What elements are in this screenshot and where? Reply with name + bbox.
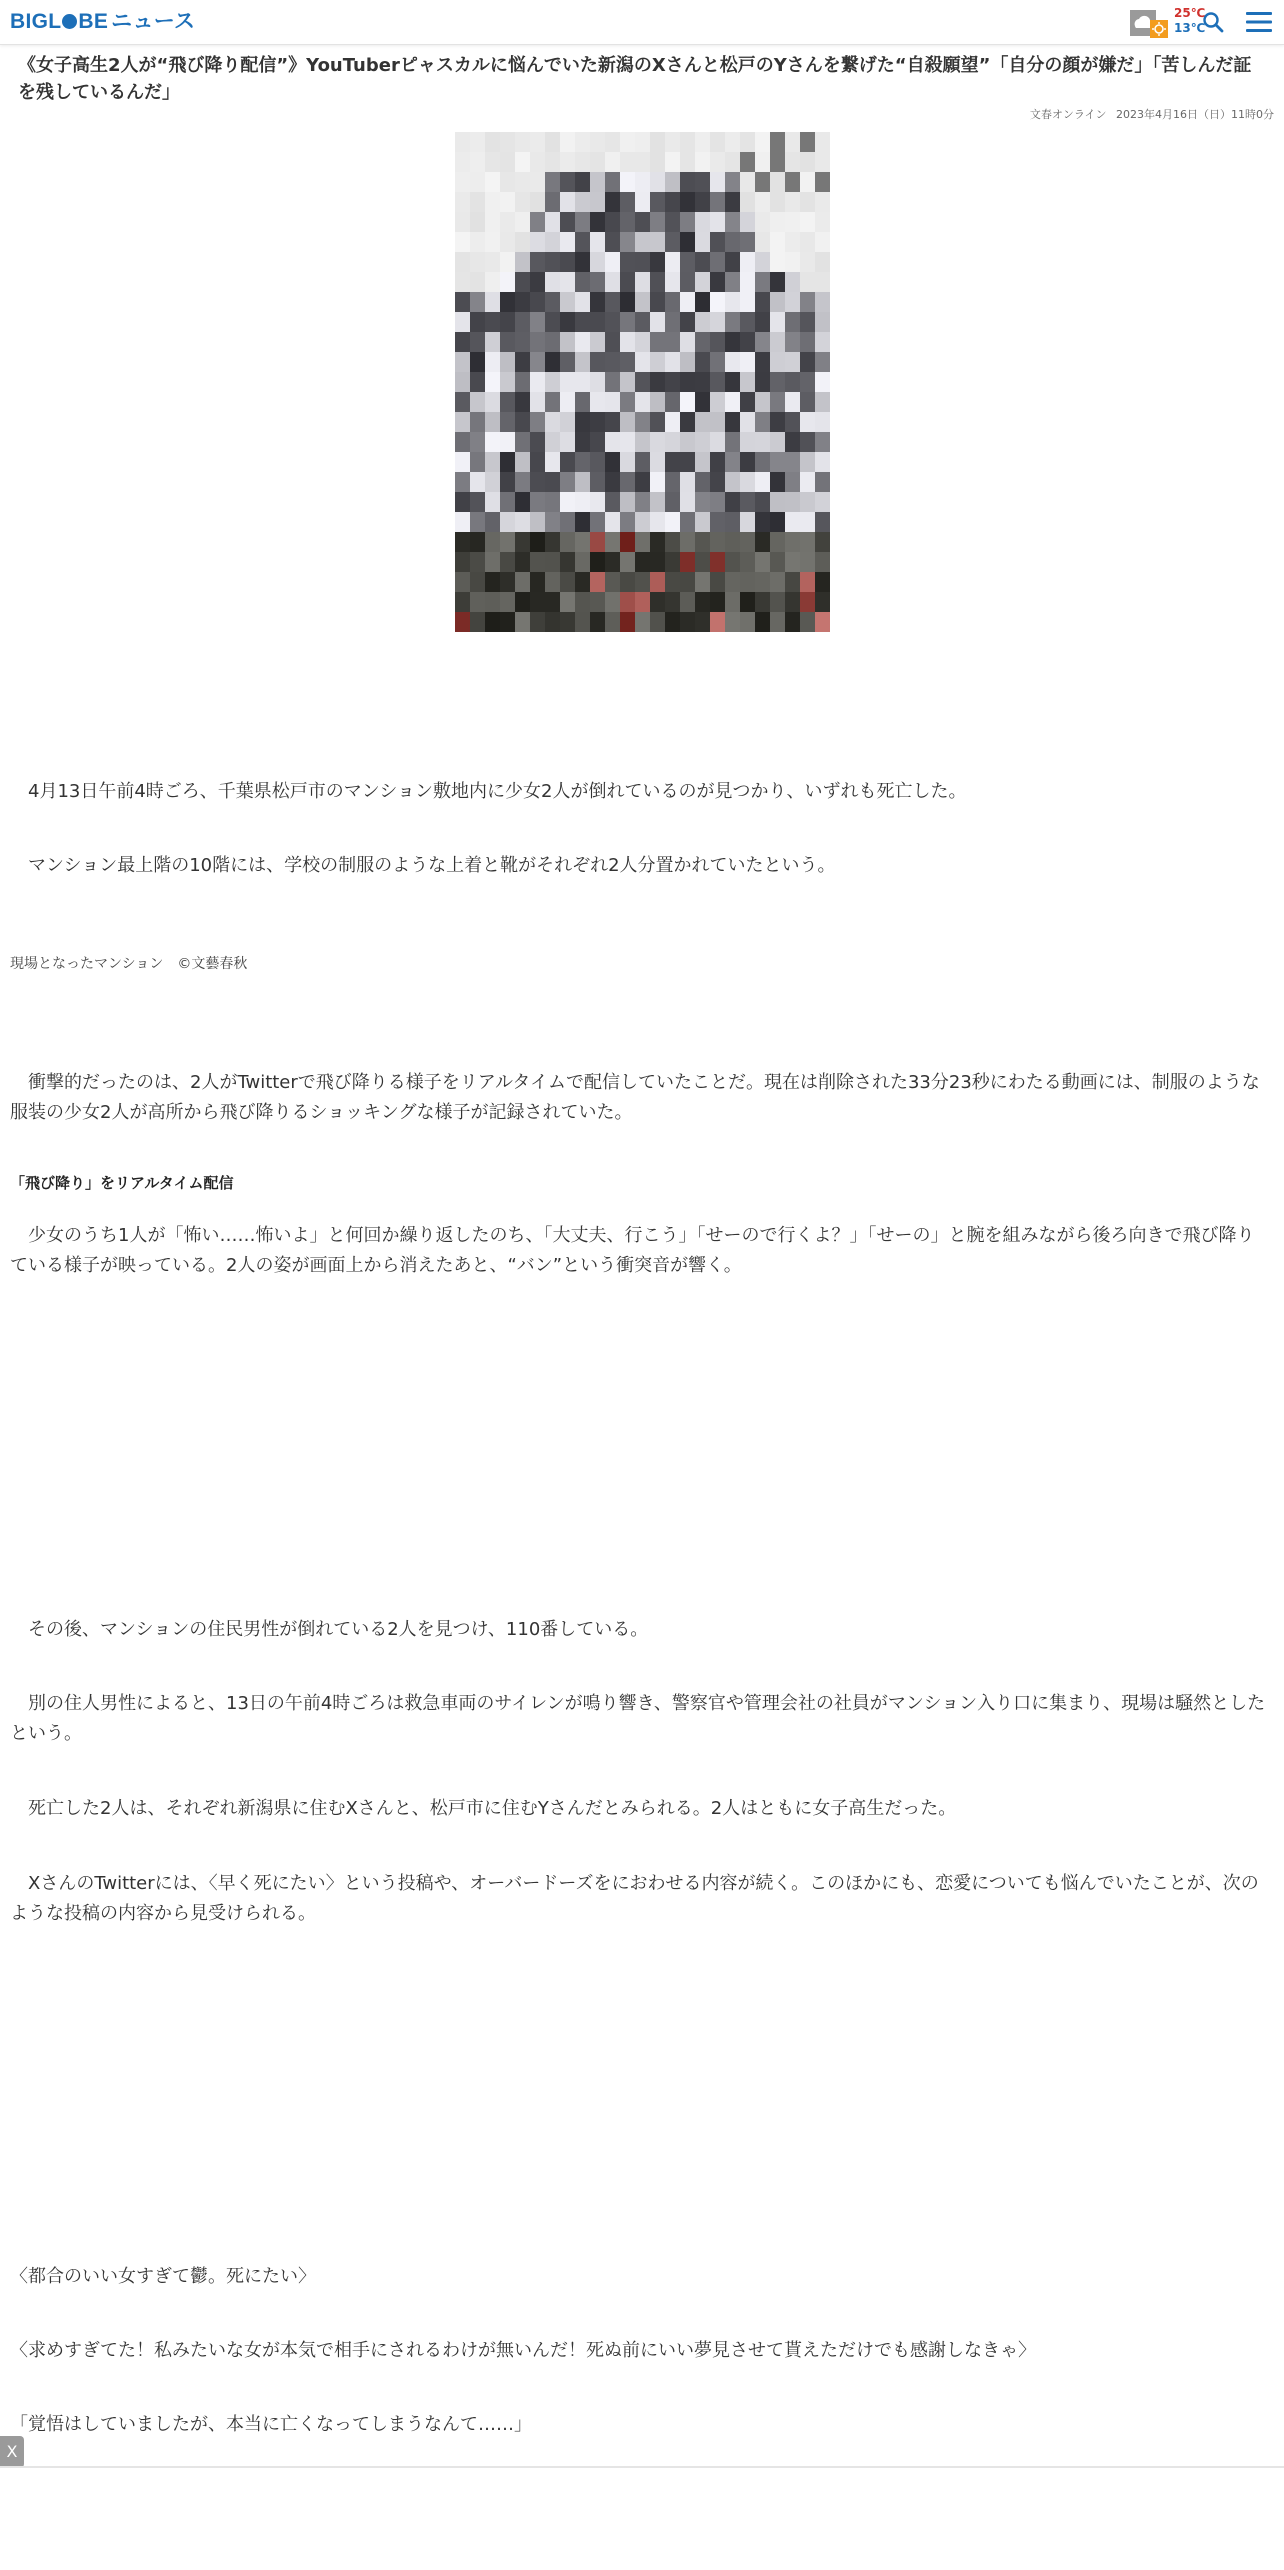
article-paragraph: 衝撃的だったのは、2人がTwitterで飛び降りる様子をリアルタイムで配信していたことだ。現在は削除された33分23秒にわたる動画には、制服のような服装の少女2人が高所から飛び降りるショッキングな様子が記録されていた。 bbox=[10, 1072, 1260, 1123]
quoted-statement: 「覚悟はしていましたが、本当に亡くなってしまうなんて……」 bbox=[10, 2414, 532, 2435]
article-photo-mosaic bbox=[455, 132, 830, 632]
close-ad-button[interactable]: X bbox=[0, 2436, 24, 2468]
bottom-ad-banner bbox=[0, 2466, 1284, 2570]
search-icon[interactable] bbox=[1202, 11, 1224, 33]
temp-low: 13℃ bbox=[1174, 21, 1206, 35]
article-meta bbox=[1024, 106, 1274, 122]
article-paragraph: 死亡した2人は、それぞれ新潟県に住むXさんと、松戸市に住むYさんだとみられる。2人はともに女子高生だった。 bbox=[10, 1798, 957, 1819]
temp-high: 25℃ bbox=[1174, 6, 1206, 20]
article-date: 2023年4月16日（日）11時0分 bbox=[1116, 108, 1274, 121]
site-header bbox=[0, 0, 1284, 45]
photo-caption: 現場となったマンション ©文藝春秋 bbox=[10, 956, 248, 972]
biglobe-news-logo[interactable]: BIGL BE ニュース bbox=[10, 10, 196, 33]
logo-o-dot bbox=[62, 14, 77, 29]
article-paragraph: その後、マンションの住民男性が倒れている2人を見つけ、110番している。 bbox=[10, 1619, 649, 1640]
quoted-post: 〈求めすぎてた！私みたいな女が本気で相手にされるわけが無いんだ！死ぬ前にいい夢見させて貰えただけでも感謝しなきゃ〉 bbox=[10, 2340, 1036, 2361]
cloud-sun-icon[interactable] bbox=[1130, 8, 1170, 38]
article-paragraph: XさんのTwitterには、〈早く死にたい〉という投稿や、オーバードーズをにおわせる内容が続く。このほかにも、恋愛についても悩んでいたことが、次のような投稿の内容から見受けられる。 bbox=[10, 1873, 1259, 1924]
hamburger-menu-icon[interactable] bbox=[1245, 10, 1273, 34]
temperature-readout bbox=[1174, 6, 1205, 36]
article-source[interactable]: 文春オンライン bbox=[1029, 108, 1107, 121]
article-paragraph: 少女のうち1人が「怖い……怖いよ」と何回か繰り返したのち、「大丈夫、行こう」「せーので行くよ？」「せーの」と腕を組みながら後ろ向きで飛び降りている様子が映っている。2人の姿が画面上から消えたあと、“バン”という衝突音が響く。 bbox=[10, 1225, 1255, 1276]
section-subhead: 「飛び降り」をリアルタイム配信 bbox=[10, 1174, 234, 1192]
article-paragraph: マンション最上階の10階には、学校の制服のような上着と靴がそれぞれ2人分置かれていたという。 bbox=[10, 855, 836, 876]
article-paragraph: 別の住人男性によると、13日の午前4時ごろは救急車両のサイレンが鳴り響き、警察官や管理会社の社員がマンション入り口に集まり、現場は騒然としたという。 bbox=[10, 1693, 1266, 1744]
quoted-post: 〈都合のいい女すぎて鬱。死にたい〉 bbox=[10, 2266, 316, 2287]
article-paragraph: 4月13日午前4時ごろ、千葉県松戸市のマンション敷地内に少女2人が倒れているのが見つかり、いずれも死亡した。 bbox=[10, 781, 967, 802]
article-title: 《女子高生2人が“飛び降り配信”》YouTuberピャスカルに悩んでいた新潟のXさんと松戸のYさんを繋げた“自殺願望”「自分の顔が嫌だ」「苦しんだ証を残しているんだ」 bbox=[18, 55, 1252, 103]
